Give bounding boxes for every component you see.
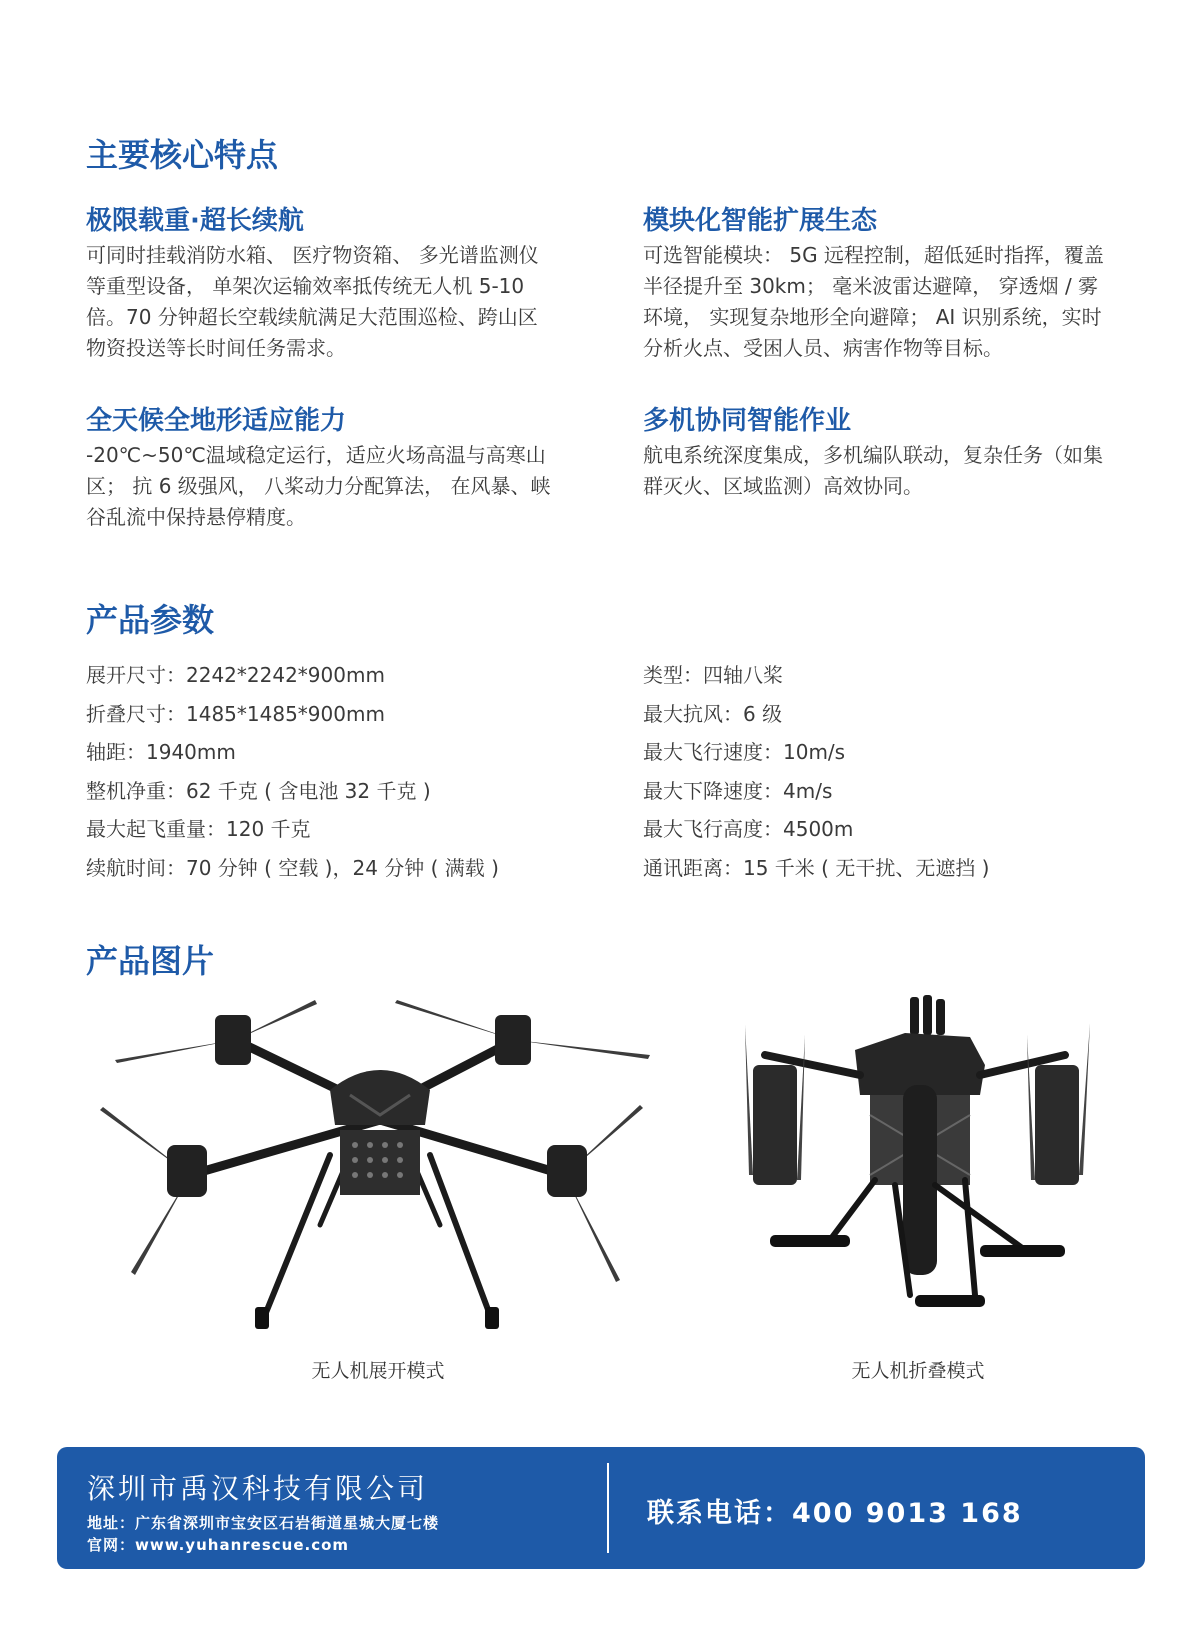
- params-list-right: [643, 656, 989, 887]
- param-comm-range: 通讯距离：15 千米 ( 无干扰、无遮挡 ): [643, 855, 990, 880]
- caption-unfolded: 无人机展开模式: [311, 1360, 445, 1382]
- drone-folded-image: [735, 995, 1105, 1340]
- feature-heading-swarm: 多机协同智能作业: [643, 406, 852, 436]
- param-folded-size: 折叠尺寸：1485*1485*900mm: [86, 701, 385, 726]
- phone-number: 400 9013 168: [792, 1498, 1023, 1529]
- param-max-descent: 最大下降速度：4m/s: [643, 778, 833, 803]
- param-wheelbase: 轴距：1940mm: [86, 740, 236, 764]
- param-net-weight: 整机净重：62 千克 ( 含电池 32 千克 ): [86, 778, 431, 803]
- param-type: 类型：四轴八桨: [643, 663, 783, 687]
- contact-footer: [57, 1447, 1145, 1569]
- param-endurance: 续航时间：70 分钟 ( 空载 )，24 分钟 ( 满载 ): [86, 855, 499, 880]
- phone-label: 联系电话：: [647, 1498, 792, 1529]
- feature-body-swarm: 航电系统深度集成，多机编队联动，复杂任务（如集群灭火、区域监测）高效协同。: [643, 443, 1103, 498]
- company-address: 地址：广东省深圳市宝安区石岩街道星城大厦七楼: [87, 1514, 440, 1532]
- params-title: 产品参数: [86, 601, 215, 639]
- feature-heading-payload: 极限载重·超长续航: [86, 206, 304, 236]
- images-title: 产品图片: [86, 942, 215, 980]
- param-max-altitude: 最大飞行高度：4500m: [643, 817, 854, 841]
- company-name: 深圳市禹汉科技有限公司: [87, 1472, 429, 1505]
- param-max-speed: 最大飞行速度：10m/s: [643, 740, 846, 764]
- caption-folded: 无人机折叠模式: [851, 1360, 985, 1382]
- footer-divider: [607, 1463, 609, 1553]
- drone-unfolded-image: [95, 995, 665, 1340]
- feature-body-allweather: -20℃~50℃温域稳定运行，适应火场高温与高寒山区； 抗 6 级强风， 八桨动力分配算法， 在风暴、峡谷乱流中保持悬停精度。: [86, 443, 551, 529]
- param-max-wind: 最大抗风：6 级: [643, 701, 783, 726]
- features-title: 主要核心特点: [86, 136, 279, 174]
- feature-body-modular: 可选智能模块： 5G 远程控制，超低延时指挥，覆盖半径提升至 30km； 毫米波雷达避障， 穿透烟 / 雾环境， 实现复杂地形全向避障； AI 识别系统，实时分析火点、受困人员、病害作物等目标。: [643, 243, 1104, 360]
- feature-heading-modular: 模块化智能扩展生态: [643, 206, 878, 236]
- feature-body-payload: 可同时挂载消防水箱、 医疗物资箱、 多光谱监测仪等重型设备， 单架次运输效率抵传统无人机 5-10 倍。70 分钟超长空载续航满足大范围巡检、跨山区物资投送等长时间任务需求。: [86, 243, 539, 360]
- company-website[interactable]: 官网：www.yuhanrescue.com: [87, 1536, 350, 1554]
- params-list-left: [86, 656, 499, 887]
- param-max-takeoff-weight: 最大起飞重量：120 千克: [86, 817, 311, 841]
- param-unfolded-size: 展开尺寸：2242*2242*900mm: [86, 663, 385, 687]
- contact-phone[interactable]: [647, 1491, 1023, 1530]
- feature-heading-allweather: 全天候全地形适应能力: [86, 406, 347, 436]
